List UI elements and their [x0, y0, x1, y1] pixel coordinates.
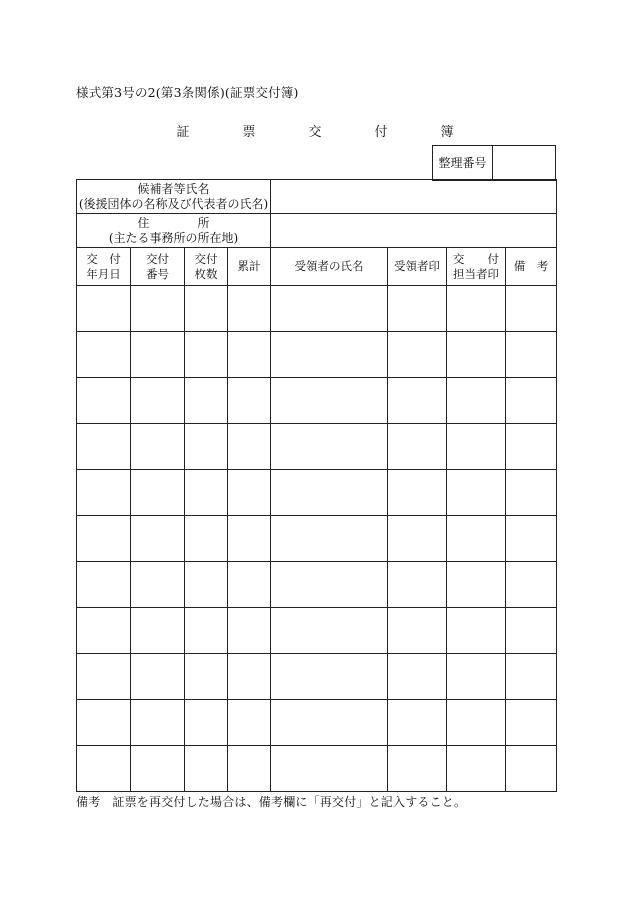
footnote: [76, 793, 466, 810]
table-row: [77, 746, 557, 792]
table-cell[interactable]: [77, 700, 131, 746]
address-label-line2: (主たる事務所の所在地): [108, 230, 239, 245]
col-issue-count: [185, 248, 228, 286]
table-cell[interactable]: [228, 424, 271, 470]
table-row: [77, 608, 557, 654]
table-cell[interactable]: [228, 378, 271, 424]
col-recipient-name: 受領者の氏名: [271, 248, 388, 286]
table-cell[interactable]: [388, 654, 447, 700]
issuance-register-table: [76, 179, 557, 792]
table-cell[interactable]: [388, 378, 447, 424]
table-cell[interactable]: [506, 378, 557, 424]
table-cell[interactable]: [77, 424, 131, 470]
table-cell[interactable]: [506, 424, 557, 470]
table-cell[interactable]: [131, 654, 185, 700]
table-cell[interactable]: [185, 378, 228, 424]
col-officer-seal-line1: 交 付: [453, 251, 499, 266]
table-cell[interactable]: [228, 516, 271, 562]
table-cell[interactable]: [447, 332, 506, 378]
table-cell[interactable]: [506, 332, 557, 378]
table-cell[interactable]: [228, 700, 271, 746]
col-issue-count-line1: 交付: [194, 251, 218, 266]
table-cell[interactable]: [131, 332, 185, 378]
table-cell[interactable]: [131, 746, 185, 792]
table-cell[interactable]: [228, 332, 271, 378]
table-row: [77, 378, 557, 424]
table-cell[interactable]: [506, 654, 557, 700]
form-reference-label: 様式第3号の2(第3条関係)(証票交付簿): [76, 85, 299, 100]
table-cell[interactable]: [447, 516, 506, 562]
col-issue-number-line1: 交付: [146, 251, 169, 266]
col-issue-number-line2: 番号: [146, 266, 169, 281]
col-issue-count-line2: 枚数: [194, 266, 218, 281]
table-cell[interactable]: [131, 378, 185, 424]
col-officer-seal: [447, 248, 506, 286]
table-cell[interactable]: [447, 654, 506, 700]
candidate-label-line2: (後援団体の名称及び代表者の氏名): [78, 196, 269, 211]
table-cell[interactable]: [77, 470, 131, 516]
table-cell[interactable]: [131, 516, 185, 562]
table-cell[interactable]: [388, 700, 447, 746]
table-cell[interactable]: [185, 700, 228, 746]
table-cell[interactable]: [271, 332, 388, 378]
table-cell[interactable]: [447, 286, 506, 332]
table-cell[interactable]: [271, 562, 388, 608]
management-number-label: 整理番号: [433, 146, 493, 181]
table-cell[interactable]: [185, 286, 228, 332]
table-cell[interactable]: [388, 746, 447, 792]
table-cell[interactable]: [271, 378, 388, 424]
table-cell[interactable]: [506, 700, 557, 746]
table-cell[interactable]: [131, 470, 185, 516]
table-cell[interactable]: [271, 746, 388, 792]
col-remarks: 備 考: [506, 248, 557, 286]
table-cell[interactable]: [388, 516, 447, 562]
table-cell[interactable]: [228, 286, 271, 332]
table-cell[interactable]: [271, 654, 388, 700]
candidate-name-label: [77, 180, 271, 214]
table-cell[interactable]: [77, 378, 131, 424]
col-recipient-seal: 受領者印: [388, 248, 447, 286]
table-cell[interactable]: [228, 470, 271, 516]
table-cell[interactable]: [185, 654, 228, 700]
table-cell[interactable]: [506, 516, 557, 562]
col-issue-date-line1: 交 付: [86, 251, 121, 266]
col-issue-date-line2: 年月日: [86, 266, 121, 281]
management-number-table: [432, 145, 556, 181]
table-cell[interactable]: [228, 654, 271, 700]
table-cell[interactable]: [388, 562, 447, 608]
table-cell[interactable]: [271, 286, 388, 332]
table-row: [77, 424, 557, 470]
table-cell[interactable]: [388, 470, 447, 516]
table-cell[interactable]: [77, 562, 131, 608]
table-cell[interactable]: [77, 516, 131, 562]
table-cell[interactable]: [388, 332, 447, 378]
table-row: [77, 654, 557, 700]
table-cell[interactable]: [77, 608, 131, 654]
table-cell[interactable]: [447, 424, 506, 470]
address-label: [77, 214, 271, 248]
col-cumulative: 累計: [228, 248, 271, 286]
table-cell[interactable]: [388, 608, 447, 654]
table-row: [77, 332, 557, 378]
table-cell[interactable]: [131, 700, 185, 746]
table-cell[interactable]: [271, 424, 388, 470]
table-cell[interactable]: [506, 562, 557, 608]
table-cell[interactable]: [185, 424, 228, 470]
col-officer-seal-line2: 担当者印: [453, 266, 499, 281]
table-cell[interactable]: [271, 700, 388, 746]
column-header-row: [77, 248, 557, 286]
table-cell[interactable]: [447, 470, 506, 516]
table-cell[interactable]: [447, 562, 506, 608]
table-cell[interactable]: [506, 286, 557, 332]
table-cell[interactable]: [271, 608, 388, 654]
table-cell[interactable]: [271, 516, 388, 562]
col-issue-date: [77, 248, 131, 286]
table-cell[interactable]: [228, 746, 271, 792]
table-cell[interactable]: [77, 286, 131, 332]
table-row: [77, 470, 557, 516]
candidate-name-field[interactable]: [271, 180, 557, 214]
management-number-field[interactable]: [493, 146, 556, 181]
table-cell[interactable]: [185, 608, 228, 654]
table-cell[interactable]: [388, 286, 447, 332]
data-rows: [77, 286, 557, 792]
address-field[interactable]: [271, 214, 557, 248]
table-cell[interactable]: [185, 332, 228, 378]
table-cell[interactable]: [271, 470, 388, 516]
table-cell[interactable]: [447, 700, 506, 746]
table-cell[interactable]: [388, 424, 447, 470]
table-cell[interactable]: [185, 516, 228, 562]
table-row: [77, 700, 557, 746]
table-cell[interactable]: [447, 378, 506, 424]
table-cell[interactable]: [228, 562, 271, 608]
table-cell[interactable]: [77, 332, 131, 378]
table-row: [77, 286, 557, 332]
document-title: 証 票 交 付 簿: [176, 125, 474, 140]
table-cell[interactable]: [185, 470, 228, 516]
table-cell[interactable]: [131, 562, 185, 608]
table-cell[interactable]: [77, 746, 131, 792]
table-cell[interactable]: [131, 286, 185, 332]
footnote-text: 証票を再交付した場合は、備考欄に「再交付」と記入すること。: [112, 795, 467, 809]
table-cell[interactable]: [506, 608, 557, 654]
candidate-label-line1: 候補者等氏名: [137, 181, 210, 196]
table-cell[interactable]: [131, 424, 185, 470]
table-cell[interactable]: [506, 470, 557, 516]
table-cell[interactable]: [447, 746, 506, 792]
footnote-label: 備考: [76, 795, 101, 809]
table-cell[interactable]: [228, 608, 271, 654]
table-cell[interactable]: [506, 746, 557, 792]
table-row: [77, 562, 557, 608]
table-row: [77, 516, 557, 562]
col-issue-number: [131, 248, 185, 286]
table-cell[interactable]: [131, 608, 185, 654]
table-cell[interactable]: [447, 608, 506, 654]
table-cell[interactable]: [185, 562, 228, 608]
table-cell[interactable]: [77, 654, 131, 700]
address-label-line1: 住 所: [137, 215, 210, 230]
table-cell[interactable]: [185, 746, 228, 792]
